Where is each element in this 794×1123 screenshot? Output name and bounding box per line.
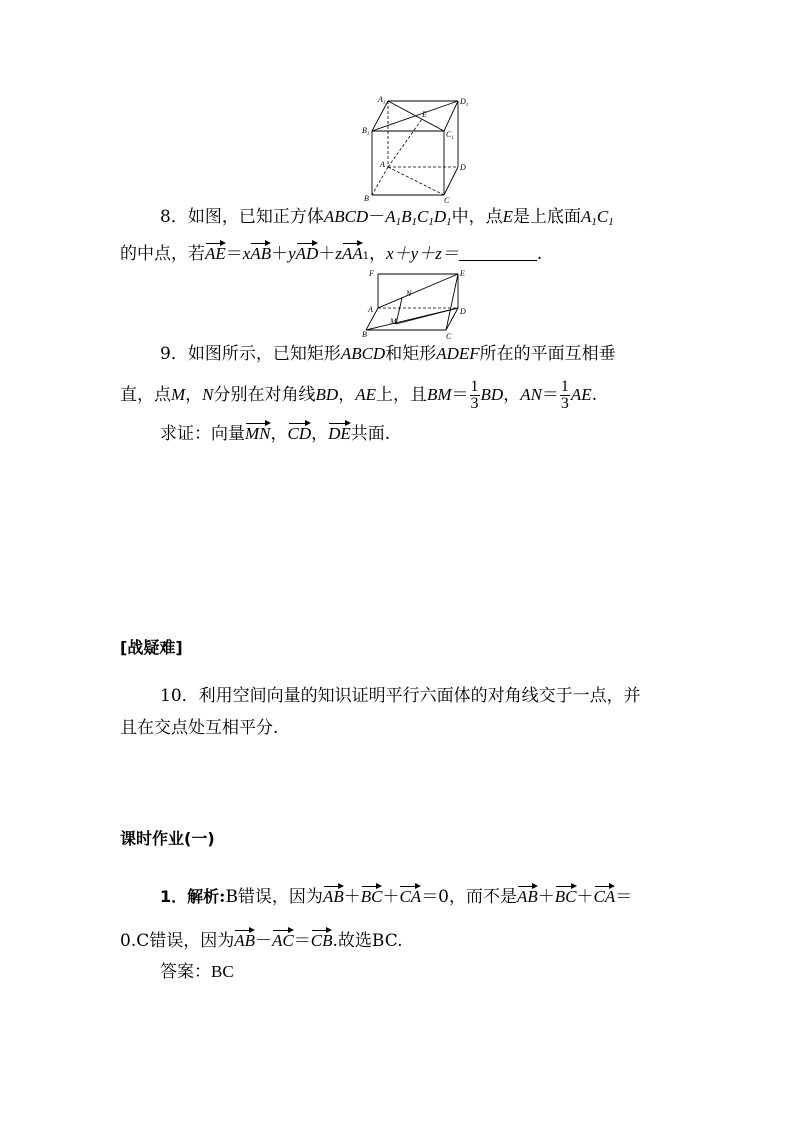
label-D: D — [460, 163, 466, 172]
question-8-line-2: 的中点，若AE＝xAB＋yAD＋zAA1，x＋y＋z＝ . — [120, 240, 542, 267]
vector-DE: DE — [328, 420, 351, 444]
label-M: M — [390, 317, 397, 326]
vector-BC: BC — [361, 883, 383, 907]
label-C1: $C_1$ — [446, 130, 454, 141]
vector-AA1: AA — [342, 240, 363, 264]
label-A1: $A_1$ — [378, 95, 386, 106]
question-10-line-2: 且在交点处互相平分. — [120, 718, 279, 738]
vector-AB-3: AB — [234, 927, 255, 951]
label-F: F — [369, 269, 374, 278]
vector-AD: AD — [296, 240, 319, 264]
vector-AC: AC — [272, 927, 294, 951]
section-heading-homework: 课时作业(一) — [120, 829, 215, 848]
question-10-line-1: 10．利用空间向量的知识证明平行六面体的对角线交于一点，并 — [160, 686, 641, 706]
vector-CD: CD — [288, 420, 312, 444]
answer-1-final: 答案：BC — [160, 962, 234, 982]
question-9-line-3: 求证：向量MN，CD，DE共面. — [160, 420, 390, 444]
rectangles-figure — [362, 268, 474, 340]
label-E: E — [422, 110, 427, 119]
label-C: C — [446, 332, 452, 340]
vector-AB: AB — [250, 240, 271, 264]
question-9-line-1: 9．如图所示，已知矩形ABCD和矩形ADEF所在的平面互相垂 — [160, 344, 616, 364]
vector-CA-2: CA — [594, 883, 616, 907]
vector-CB: CB — [311, 927, 333, 951]
section-heading-challenge: [战疑难] — [120, 638, 183, 657]
fraction-one-third: $\frac{1}{3}$ — [470, 378, 479, 412]
vector-CA: CA — [399, 883, 421, 907]
vector-MN: MN — [245, 420, 271, 444]
vector-AB: AB — [323, 883, 344, 907]
label-E: E — [460, 269, 465, 278]
answer-blank — [459, 246, 537, 261]
label-B1: $B_1$ — [362, 126, 370, 137]
label-D: D — [460, 307, 466, 316]
label-A: A — [380, 160, 385, 169]
label-B: B — [364, 194, 369, 203]
label-A: A — [368, 305, 373, 314]
fraction-one-third-2: $\frac{1}{3}$ — [560, 378, 569, 412]
vector-AE: AE — [205, 240, 226, 264]
label-N: N — [406, 289, 412, 298]
vector-AB-2: AB — [517, 883, 538, 907]
question-8-line-1: 8．如图，已知正方体$ABCD-A_1B_1C_1D_1$中，点E是上底面$A_1C_1$ — [160, 207, 614, 228]
question-9-line-2: 直，点M，N分别在对角线BD，AE上，且BM＝ $\frac{1}{3}$ BD，AN＝ $\frac{1}{3}$ AE. — [120, 378, 598, 412]
cube-figure — [360, 95, 472, 205]
vector-BC-2: BC — [555, 883, 577, 907]
answer-1-line-1: 1．解析:B错误，因为AB＋BC＋CA＝0，而不是AB＋BC＋CA＝ — [160, 883, 632, 907]
answer-1-line-2: 0.C错误，因为AB－AC＝CB.故选BC. — [120, 927, 403, 951]
label-B: B — [362, 330, 367, 339]
label-C: C — [444, 196, 450, 205]
label-D1: $D_1$ — [460, 97, 469, 108]
